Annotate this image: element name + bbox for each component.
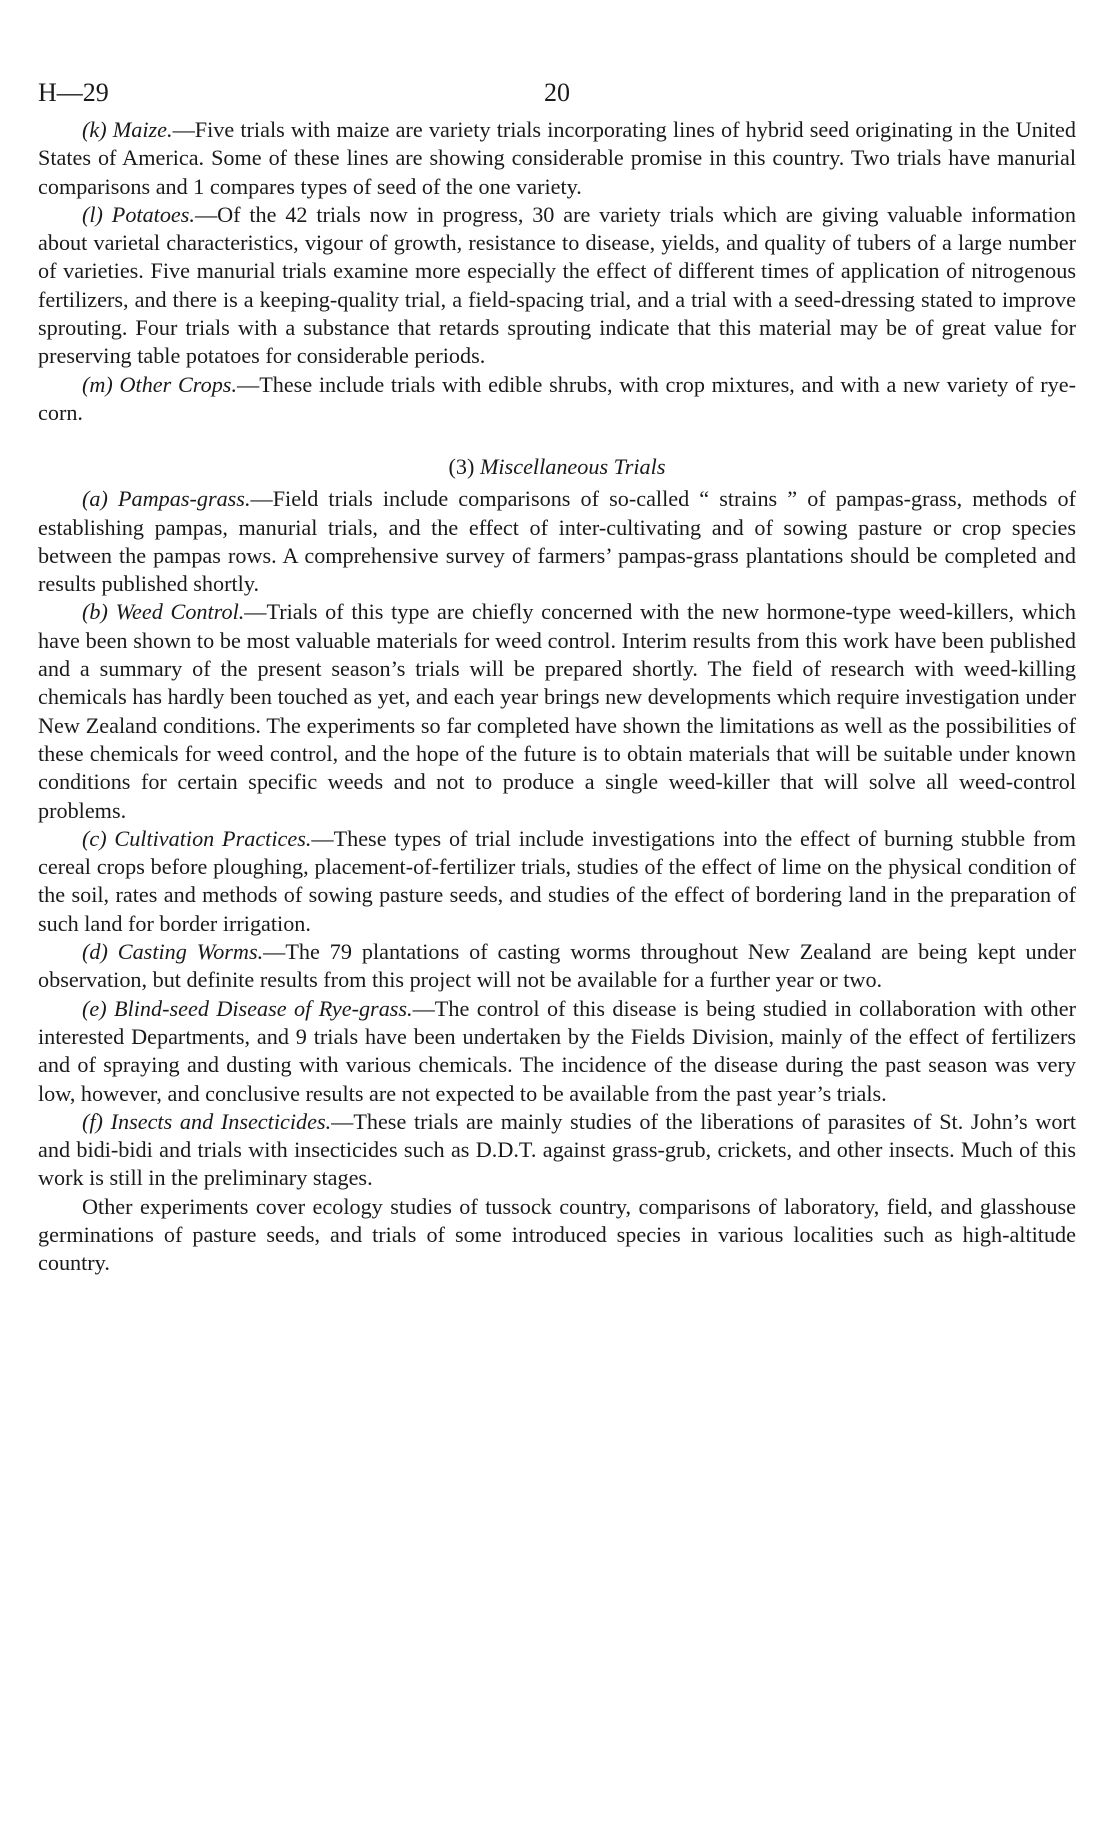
- paragraph-text: —The 79 plantations of casting worms throughout New Zealand are being kept under observation, but definite results from this project will not be available for a further year or two.: [38, 939, 1076, 993]
- document-page: [38, 70, 1076, 1278]
- paragraph-text: —The control of this disease is being studied in collaboration with other interested Departments, and 9 trials have been undertaken by the Fields Division, mainly of the effect of fertilizers and of spraying and dusting with various chemicals. The incidence of the disease during the past season was very low, however, and conclusive results are not expected to be available from the past year’s trials.: [38, 995, 1076, 1106]
- paragraph-text: Other experiments cover ecology studies of tussock country, comparisons of laboratory, field, and glasshouse germinations of pasture seeds, and trials of some introduced species in various localities such as high-altitude country.: [38, 1193, 1076, 1276]
- paragraph-maize: [38, 116, 1076, 201]
- page-header: [38, 70, 1076, 116]
- paragraph-text: —Trials of this type are chiefly concerned with the new hormone-type weed-killers, which have been shown to be most valuable materials for weed control. Interim results from this work have been published and a summary of the present season’s trials will be prepared shortly. The field of research with weed-killing chemicals has hardly been touched as yet, and each year brings new developments which require investigation under New Zealand conditions. The experiments so far completed have shown the limitations as well as the possibilities of these chemicals for weed control, and the hope of the future is to obtain materials that will be suitable under known conditions for certain specific weeds and not to produce a single weed-killer that will solve all weed-control problems.: [38, 599, 1076, 823]
- section-heading: [38, 453, 1076, 481]
- section-number: (3): [448, 454, 475, 480]
- document-reference: H—29: [38, 78, 109, 107]
- paragraph-cultivation-practices: [38, 825, 1076, 938]
- paragraph-text: —Field trials include comparisons of so-called “ strains ” of pampas-grass, methods of establishing pampas, manurial trials, and the effect of inter-cultivating and of sowing pasture or crop species between the pampas rows. A comprehensive survey of farmers’ pampas-grass plantations should be completed and results published shortly.: [38, 486, 1076, 597]
- paragraph-insects-insecticides: [38, 1108, 1076, 1193]
- paragraph-text: —Of the 42 trials now in progress, 30 are variety trials which are giving valuable information about varietal characteristics, vigour of growth, resistance to disease, yields, and quality of tubers of a large number of varieties. Five manurial trials examine more especially the effect of different times of application of nitrogenous fertilizers, and there is a keeping-quality trial, a field-spacing trial, and a trial with a seed-dressing stated to improve sprouting. Four trials with a substance that retards sprouting indicate that this material may be of great value for preserving table potatoes for considerable periods.: [38, 201, 1076, 369]
- paragraph-lead: (e) Blind-seed Disease of Rye-grass.: [82, 995, 413, 1021]
- paragraph-text: —These trials are mainly studies of the liberations of parasites of St. John’s wort and bidi-bidi and trials with insecticides such as D.D.T. against grass-grub, crickets, and other insects. Much of this work is still in the preliminary stages.: [38, 1108, 1076, 1191]
- paragraph-lead: (b) Weed Control.: [82, 599, 245, 625]
- paragraph-other-experiments: [38, 1193, 1076, 1278]
- paragraph-lead: (f) Insects and Insecticides.: [82, 1108, 332, 1134]
- paragraph-lead: (d) Casting Worms.: [82, 939, 264, 965]
- paragraph-blind-seed-disease: [38, 995, 1076, 1108]
- paragraph-casting-worms: [38, 938, 1076, 995]
- paragraph-lead: (c) Cultivation Practices.: [82, 825, 312, 851]
- paragraph-pampas-grass: [38, 485, 1076, 598]
- section-title: Miscellaneous Trials: [479, 454, 666, 480]
- paragraph-text: —Five trials with maize are variety trials incorporating lines of hybrid seed originating in the United States of America. Some of these lines are showing considerable promise in this country. Two trials have manurial comparisons and 1 compares types of seed of the one variety.: [38, 117, 1076, 199]
- paragraph-text: —These include trials with edible shrubs, with crop mixtures, and with a new variety of rye-corn.: [38, 371, 1076, 425]
- paragraph-lead: (l) Potatoes.: [82, 201, 195, 227]
- paragraph-other-crops: [38, 371, 1076, 428]
- paragraph-potatoes: [38, 201, 1076, 371]
- paragraph-lead: (m) Other Crops.: [82, 371, 237, 397]
- page-number: 20: [544, 78, 570, 107]
- paragraph-lead: (a) Pampas-grass.: [82, 486, 251, 512]
- paragraph-text: —These types of trial include investigations into the effect of burning stubble from cereal crops before ploughing, placement-of-fertilizer trials, studies of the effect of lime on the physical condition of the soil, rates and methods of sowing pasture seeds, and studies of the effect of bordering land in the preparation of such land for border irrigation.: [38, 825, 1076, 936]
- paragraph-weed-control: [38, 598, 1076, 824]
- paragraph-lead: (k) Maize.: [82, 117, 173, 142]
